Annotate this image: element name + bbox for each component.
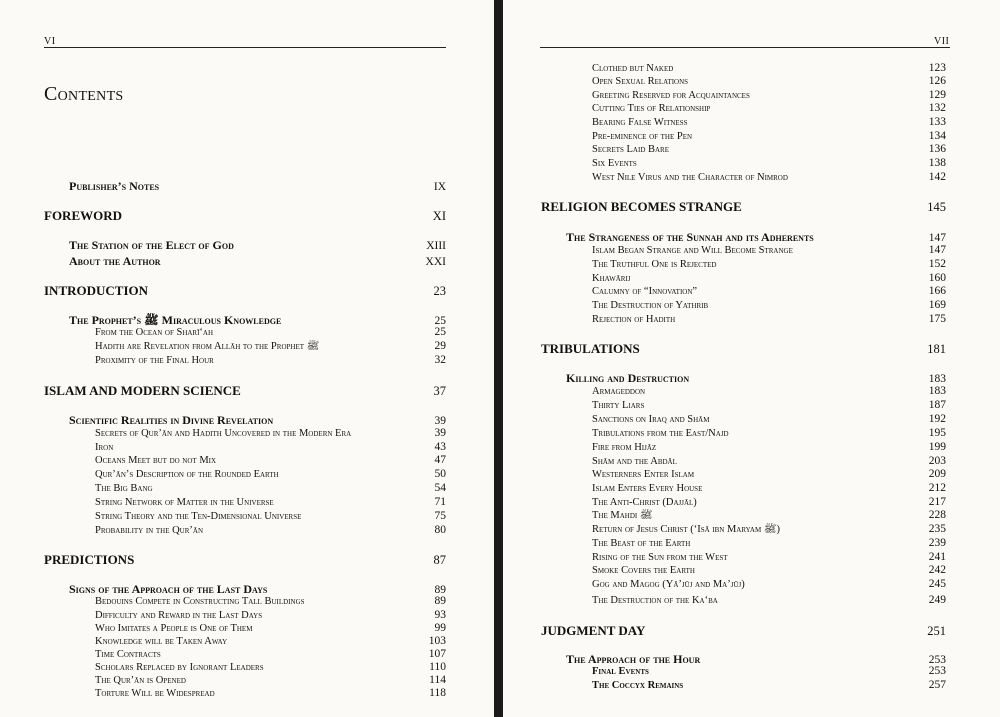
toc-entry-page: 183 [928,385,946,397]
toc-entry-page: 203 [928,455,946,467]
toc-entry [592,578,946,590]
toc-entry-title: Oceans Meet but do not Mix [95,455,217,466]
toc-entry [566,371,946,386]
toc-entry-title: Smoke Covers the Earth [592,565,695,576]
toc-entry-page: 138 [928,157,946,169]
toc-entry-page: 209 [928,468,946,480]
toc-entry [95,482,446,494]
toc-entry [592,551,946,563]
toc-entry [566,230,946,245]
toc-entry-title: Iron [95,442,114,453]
toc-entry-title: Pre-eminence of the Pen [592,131,693,142]
toc-entry [95,496,446,508]
toc-entry-title: RELIGION BECOMES STRANGE [541,199,742,214]
toc-entry-page: 132 [928,102,946,114]
toc-entry [44,552,446,568]
toc-entry-page: 253 [928,654,946,666]
toc-entry [592,594,946,606]
toc-entry [592,299,946,311]
toc-entry-title: INTRODUCTION [44,283,149,298]
toc-entry-page: 47 [434,454,446,466]
toc-entry-page: 39 [434,415,446,427]
toc-entry-title: West Nile Virus and the Character of Nimrod [592,172,788,183]
toc-entry [592,564,946,576]
toc-entry-title: Time Contracts [95,649,161,660]
toc-entry [592,385,946,397]
toc-entry-title: The Strangeness of the Sunnah and its Adherents [566,230,814,244]
toc-entry [95,595,446,607]
toc-entry-page: 80 [434,524,446,536]
toc-entry-title: Proximity of the Final Hour [95,355,214,366]
toc-entry-page: 133 [928,116,946,128]
toc-entry-title: Clothed but Naked [592,63,674,74]
toc-entry [592,679,946,691]
header-rule [540,47,950,48]
toc-entry [592,244,946,256]
toc-entry [592,258,946,270]
toc-entry-title: Killing and Destruction [566,371,690,385]
toc-entry-page: 103 [428,635,446,647]
toc-entry-title: ISLAM AND MODERN SCIENCE [44,383,241,398]
toc-entry [95,454,446,466]
toc-entry-title: Return of Jesus Christ (‘Isā ibn Maryam ﷺ) [592,524,781,535]
toc-entry-page: 136 [928,143,946,155]
toc-entry [95,510,446,522]
toc-entry [95,661,446,673]
toc-entry [592,75,946,87]
toc-entry-title: The Destruction of Yathrib [592,300,709,311]
toc-entry-page: 199 [928,441,946,453]
toc-entry-title: Khawārij [592,273,631,284]
toc-entry [69,238,446,253]
toc-entry-page: 134 [928,130,946,142]
toc-entry-page: 160 [928,272,946,284]
toc-entry-page: 43 [434,441,446,453]
toc-entry-title: Secrets of Qur’ān and Hadith Uncovered in the Modern Era [95,428,352,439]
toc-entry [541,341,946,357]
toc-entry-title: PREDICTIONS [44,552,135,567]
toc-entry [592,523,946,538]
toc-entry-page: 241 [928,551,946,563]
toc-entry-title: The Qur’ān is Opened [95,675,186,686]
toc-entry-title: Calumny of “Innovation” [592,286,698,297]
toc-entry [592,455,946,467]
toc-entry-title: TRIBULATIONS [541,341,640,356]
toc-entry-title: From the Ocean of Sharī‘ah [95,327,214,338]
toc-entry-page: 169 [928,299,946,311]
toc-entry [592,468,946,480]
toc-entry-title: Islam Began Strange and Will Become Strange [592,245,793,256]
toc-entry [541,623,946,639]
right-page-number: VII [934,36,950,47]
toc-entry-title: The Big Bang [95,483,153,494]
toc-entry [95,354,446,366]
toc-entry-title: Hadith are Revelation from Allāh to the Prophet ﷺ [95,341,320,352]
toc-entry-page: 39 [434,427,446,439]
toc-entry-title: Qur’ān’s Description of the Rounded Earth [95,469,279,480]
toc-entry-page: 114 [429,674,446,686]
toc-entry [592,285,946,297]
toc-entry-page: 129 [928,89,946,101]
toc-entry [95,635,446,647]
toc-entry-page: 89 [434,584,446,596]
toc-entry [592,482,946,494]
toc-entry [592,130,946,142]
toc-entry-title: The Mahdi ﷺ [592,510,653,521]
toc-entry-title: FOREWORD [44,208,122,223]
toc-entry [592,441,946,453]
toc-entry [592,89,946,101]
toc-entry-page: 118 [429,687,446,699]
toc-entry-title: The Prophet’s ﷺ Miraculous Knowledge [69,313,282,327]
toc-entry-page: 50 [434,468,446,480]
toc-entry [592,509,946,524]
toc-entry-title: String Theory and the Ten-Dimensional Universe [95,511,302,522]
toc-entry-title: Fire from Hijāz [592,442,657,453]
toc-entry-title: Final Events [592,666,649,677]
toc-entry-title: The Truthful One is Rejected [592,259,717,270]
toc-entry [44,283,446,299]
toc-entry-title: The Station of the Elect of God [69,238,234,252]
toc-entry-page: 89 [434,595,446,607]
toc-entry [95,441,446,453]
toc-entry-page: XI [432,209,446,223]
toc-entry-title: The Approach of the Hour [566,652,701,666]
book-gutter [494,0,503,717]
toc-entry [95,468,446,480]
toc-entry [95,674,446,686]
toc-entry-title: About the Author [69,254,161,268]
toc-entry-page: 147 [928,244,946,256]
toc-entry-title: Difficulty and Reward in the Last Days [95,610,263,621]
toc-entry [592,413,946,425]
toc-entry-page: 37 [433,384,446,398]
toc-entry [95,622,446,634]
toc-entry [69,254,446,269]
toc-entry-page: 183 [928,373,946,385]
toc-entry [69,179,446,194]
toc-entry-page: 195 [928,427,946,439]
toc-entry [592,537,946,549]
toc-entry-page: 110 [429,661,446,673]
toc-entry-page: 71 [434,496,446,508]
toc-entry-title: The Anti-Christ (Dajjāl) [592,497,697,508]
toc-entry [592,665,946,677]
toc-entry-title: Probability in the Qur’ān [95,525,204,536]
toc-entry-page: 187 [928,399,946,411]
toc-entry-page: 217 [928,496,946,508]
left-page [0,0,494,717]
toc-entry [592,157,946,169]
toc-entry-title: Shām and the Abdāl [592,456,677,467]
toc-entry-page: 145 [927,200,946,214]
toc-entry-page: 175 [928,313,946,325]
toc-entry-title: Cutting Ties of Relationship [592,103,711,114]
toc-entry [95,609,446,621]
toc-entry [592,143,946,155]
toc-entry [95,648,446,660]
toc-entry-title: Secrets Laid Bare [592,144,670,155]
toc-entry-title: Rejection of Hadith [592,314,676,325]
toc-entry-page: 25 [434,315,446,327]
toc-entry-page: XIII [426,240,446,252]
toc-entry [592,272,946,284]
toc-entry-page: 251 [927,624,946,638]
toc-entry [592,171,946,183]
toc-entry-page: 75 [434,510,446,522]
left-page-number: VI [44,36,56,47]
toc-entry-title: Westerners Enter Islam [592,469,695,480]
toc-entry-title: Torture Will be Widespread [95,688,215,699]
toc-entry-page: 166 [928,285,946,297]
toc-entry [592,427,946,439]
toc-entry-page: 245 [928,578,946,590]
toc-entry-title: Scholars Replaced by Ignorant Leaders [95,662,264,673]
toc-entry [95,524,446,536]
toc-entry [541,199,946,215]
toc-entry [592,116,946,128]
toc-entry-page: 123 [928,62,946,74]
toc-entry-page: 23 [433,284,446,298]
toc-entry-page: 54 [434,482,446,494]
toc-entry-page: 235 [928,523,946,535]
toc-entry-title: Bedouins Compete in Constructing Tall Buildings [95,596,305,607]
toc-entry-title: Six Events [592,158,637,169]
toc-entry [592,102,946,114]
toc-entry-title: The Destruction of the Ka‘ba [592,595,718,606]
toc-entry-title: Armageddon [592,386,646,397]
toc-entry [592,399,946,411]
toc-entry-title: Scientific Realities in Divine Revelation [69,413,274,427]
toc-entry-page: XXI [425,256,446,268]
toc-entry-page: 29 [434,340,446,352]
toc-entry-page: 126 [928,75,946,87]
toc-entry [592,313,946,325]
toc-entry [69,413,446,428]
toc-entry-title: JUDGMENT DAY [541,623,646,638]
toc-entry-page: 242 [928,564,946,576]
toc-entry [95,326,446,338]
toc-entry-page: 239 [928,537,946,549]
toc-entry-title: Gog and Magog (Yā’jūj and Ma’jūj) [592,579,745,590]
toc-entry-title: Signs of the Approach of the Last Days [69,582,268,596]
toc-entry-page: 25 [434,326,446,338]
toc-entry-page: 257 [928,679,946,691]
header-rule [44,47,446,48]
toc-entry-page: IX [433,181,446,193]
toc-entry-title: Sanctions on Iraq and Shām [592,414,710,425]
right-page [503,0,1000,717]
toc-entry-page: 249 [928,594,946,606]
toc-entry-title: Knowledge will be Taken Away [95,636,228,647]
toc-entry-page: 212 [928,482,946,494]
toc-entry [95,687,446,699]
toc-entry-page: 87 [433,553,446,567]
toc-entry-title: Publisher’s Notes [69,179,160,193]
toc-entry-page: 253 [928,665,946,677]
toc-entry-page: 107 [428,648,446,660]
toc-entry-page: 192 [928,413,946,425]
toc-entry-title: Greeting Reserved for Acquaintances [592,90,750,101]
toc-entry-title: Thirty Liars [592,400,645,411]
toc-entry [44,383,446,399]
toc-entry-title: String Network of Matter in the Universe [95,497,274,508]
toc-entry [592,62,946,74]
toc-entry-title: Tribulations from the East/Najd [592,428,729,439]
toc-entry [95,427,446,439]
toc-entry-page: 99 [434,622,446,634]
toc-entry-title: Islam Enters Every House [592,483,703,494]
toc-entry-title: The Beast of the Earth [592,538,691,549]
toc-entry-page: 152 [928,258,946,270]
toc-entry-page: 93 [434,609,446,621]
toc-entry-page: 32 [434,354,446,366]
toc-entry [44,208,446,224]
toc-entry [95,340,446,355]
toc-entry-page: 142 [928,171,946,183]
toc-entry-title: Bearing False Witness [592,117,688,128]
toc-entry-page: 181 [927,342,946,356]
toc-entry-page: 147 [928,232,946,244]
contents-title: Contents [44,83,124,105]
toc-entry-title: Who Imitates a People is One of Them [95,623,253,634]
toc-entry-title: Open Sexual Relations [592,76,689,87]
toc-entry-title: Rising of the Sun from the West [592,552,728,563]
toc-entry [592,496,946,508]
toc-entry-page: 228 [928,509,946,521]
toc-entry-title: The Coccyx Remains [592,680,684,691]
